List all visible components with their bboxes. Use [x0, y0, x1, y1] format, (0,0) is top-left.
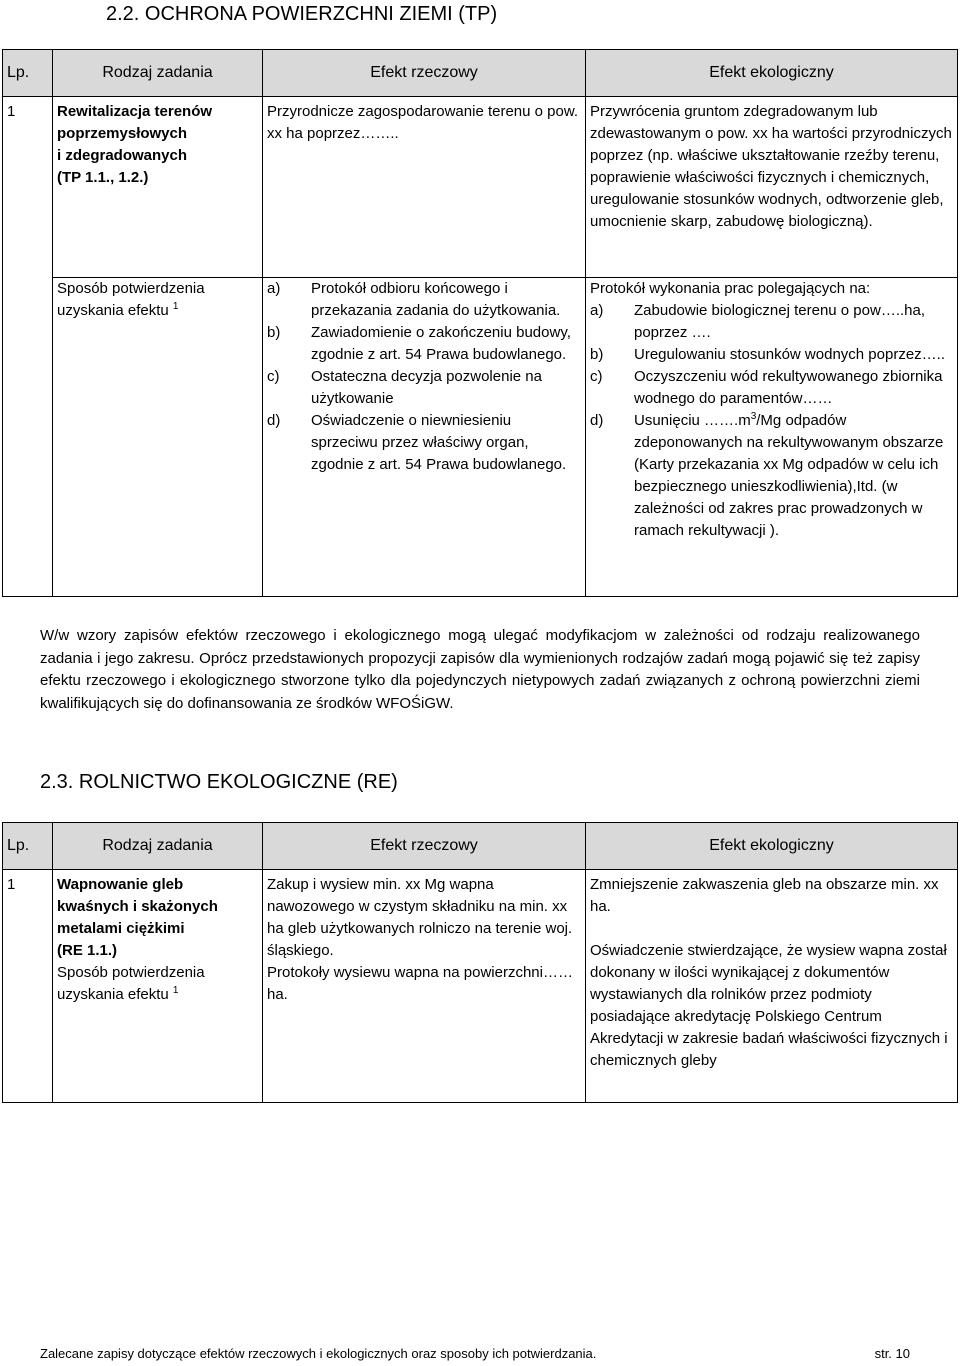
task-name: Wapnowanie gleb kwaśnych i skażonych metalami ciężkimi (RE 1.1.) [57, 876, 218, 959]
list-item: c) Ostateczna decyzja pozwolenie na użytkowanie [267, 368, 542, 407]
ekologiczny-text: Zmniejszenie zakwaszenia gleb na obszarze min. xx ha. [590, 876, 939, 915]
header-rzeczowy: Efekt rzeczowy [263, 50, 586, 97]
page-number: str. 10 [874, 1346, 910, 1361]
ekologiczny-cell: Przywrócenia gruntom zdegradowanym lub zdewastowanym o pow. xx ha wartości przyrodniczych poprzez (np. właściwe ukształtowanie rzeźby terenu, poprawienie właściwości fizycznych i chemicznych, uregulowanie stosunków wodnych, odtworzenie gleb, umocnienie skarp, zabudowę biologiczną). [586, 97, 958, 278]
ekologiczny-confirm: Oświadczenie stwierdzające, że wysiew wapna został dokonany w ilości wynikającej z dokumentów wystawianych dla rolników przez podmioty posiadające akredytację Polskiego Centrum Akredytacji w zakresie badań właściwości fizycznych i chemicznych gleby [590, 942, 948, 1069]
table-row [3, 97, 958, 278]
header-ekologiczny: Efekt ekologiczny [586, 823, 958, 870]
footer-text: Zalecane zapisy dotyczące efektów rzeczowych i ekologicznych oraz sposoby ich potwierdzania. [40, 1346, 597, 1361]
header-lp: Lp. [3, 50, 53, 97]
list-item: d) Usunięciu $\dots\dots.m^3/Mg$ odpadów zdeponowanych na rekultywowanym obszarze (Karty przekazania xx Mg odpadów w celu ich bezpiecznego unieszkodliwienia),Itd. (w zależności od zakres prac prowadzonych w ramach rekultywacji ). [590, 411, 944, 539]
header-ekologiczny: Efekt ekologiczny [586, 50, 958, 97]
table-header-row [3, 823, 958, 870]
task-cell [53, 870, 263, 1103]
footnote-mark: 1 [172, 985, 179, 996]
table-header-row [3, 50, 958, 97]
rzeczowy-cell [263, 870, 586, 1103]
confirm-label-cell [57, 962, 258, 1006]
task-cell [53, 97, 263, 278]
rzeczowy-confirm: Protokoły wysiewu wapna na powierzchni…… ha. [267, 964, 573, 1003]
list-item: c) Oczyszczeniu wód rekultywowanego zbiornika wodnego do paramentów…… [590, 368, 943, 407]
page-footer [40, 1345, 910, 1363]
section-title-re: 2.3. ROLNICTWO EKOLOGICZNE (RE) [40, 771, 398, 793]
ekologiczny-confirm-cell [586, 278, 958, 597]
rzeczowy-text: Zakup i wysiew min. xx Mg wapna nawozowego w czystym składniku na min. xx ha gleb użytkowanych rolniczo na terenie woj. śląskiego. [267, 876, 573, 959]
confirm-label: Sposób potwierdzenia uzyskania efektu [57, 964, 205, 1003]
header-rzeczowy: Efekt rzeczowy [263, 823, 586, 870]
row-number: 1 [3, 870, 53, 1103]
body-paragraph: W/w wzory zapisów efektów rzeczowego i ekologicznego mogą ulegać modyfikacjom w zależności od rodzaju realizowanego zadania i jego zakresu. Oprócz przedstawionych propozycji zapisów dla wymienionych rodzajów zadań mogą pojawić się też zapisy efektu rzeczowego i ekologicznego stworzone tylko dla pojedynczych nietypowych zadań związanych z ochroną powierzchni ziemi kwalifikujących się do dofinansowania ze środków WFOŚiGW. [40, 627, 920, 712]
header-lp: Lp. [3, 823, 53, 870]
table-tp [2, 49, 958, 597]
list-item: d) Oświadczenie o niewniesieniu sprzeciwu przez właściwy organ, zgodnie z art. 54 Prawa budowlanego. [267, 412, 567, 473]
list-item: b) Zawiadomienie o zakończeniu budowy, zgodnie z art. 54 Prawa budowlanego. [267, 324, 571, 363]
confirm-label: Sposób potwierdzenia uzyskania efektu [57, 280, 205, 319]
rzeczowy-confirm-cell [263, 278, 586, 597]
header-rodzaj: Rodzaj zadania [53, 823, 263, 870]
confirm-ekologiczny-intro: Protokół wykonania prac polegających na: [590, 280, 871, 297]
table-re [2, 822, 958, 1103]
section-title-tp: 2.2. OCHRONA POWIERZCHNI ZIEMI (TP) [106, 3, 498, 25]
table-row-confirm [3, 278, 958, 597]
footnote-mark: 1 [172, 301, 179, 312]
confirm-label-cell [53, 278, 263, 597]
list-item: a) Protokół odbioru końcowego i przekazania zadania do użytkowania. [267, 280, 561, 319]
list-item: b) Uregulowaniu stosunków wodnych poprzez….. [590, 346, 945, 363]
table-row [3, 870, 958, 1103]
ekologiczny-cell [586, 870, 958, 1103]
task-name: Rewitalizacja terenów poprzemysłowych i zdegradowanych (TP 1.1., 1.2.) [57, 103, 213, 186]
confirm-ekologiczny-list [590, 300, 953, 542]
rzeczowy-cell: Przyrodnicze zagospodarowanie terenu o pow. xx ha poprzez…….. [263, 97, 586, 278]
row-number: 1 [3, 97, 53, 597]
list-item: a) Zabudowie biologicznej terenu o pow…..ha, poprzez …. [590, 302, 926, 341]
header-rodzaj: Rodzaj zadania [53, 50, 263, 97]
confirm-rzeczowy-list [267, 278, 581, 476]
